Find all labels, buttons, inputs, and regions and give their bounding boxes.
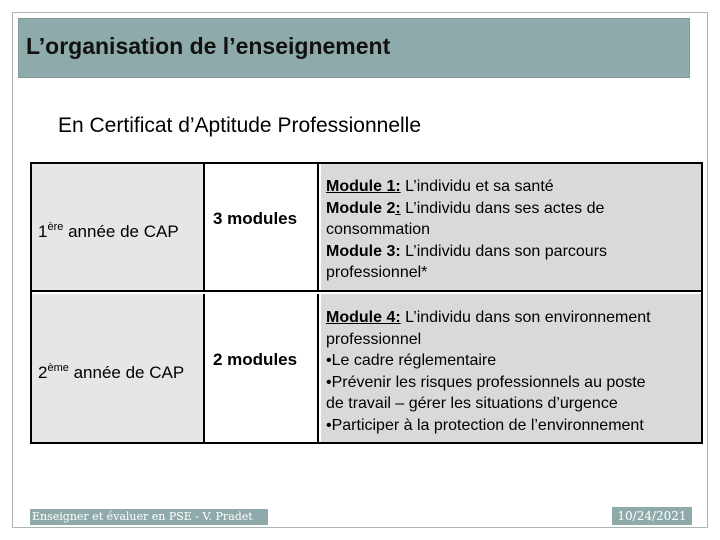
description-line: Module 2: L’individu dans ses actes de <box>326 199 605 217</box>
module-count: 2 modules <box>213 350 298 369</box>
description-line: Module 4: L’individu dans son environnement <box>326 309 651 326</box>
module-label: Module 1: <box>326 178 401 195</box>
description-line: •Le cadre réglementaire <box>326 352 497 369</box>
module-label: Module 2: <box>326 199 401 217</box>
year-label <box>38 362 184 383</box>
description-line: •Prévenir les risques professionnels au poste <box>326 373 646 391</box>
slide-subtitle: En Certificat d’Aptitude Professionnelle <box>58 114 422 137</box>
module-description <box>326 176 698 284</box>
description-line: Module 1: L’individu et sa santé <box>326 178 554 195</box>
year-ordinal: ème <box>47 362 69 374</box>
module-count-cell <box>207 164 319 290</box>
module-description-cell <box>321 294 701 442</box>
module-count-cell <box>207 294 319 442</box>
description-line: professionnel <box>326 330 422 348</box>
year-label <box>38 221 179 242</box>
module-count: 3 modules <box>213 209 298 228</box>
slide-title: L’organisation de l’enseignement <box>26 33 391 59</box>
module-description <box>326 307 698 436</box>
description-line: Module 3: L’individu dans son parcours <box>326 242 608 260</box>
description-line: •Participer à la protection de l’environnement <box>326 416 644 434</box>
year-number: 2 <box>38 363 48 382</box>
description-line: de travail – gérer les situations d’urgence <box>326 395 618 412</box>
year-ordinal: ère <box>47 221 64 233</box>
year-text: année de CAP <box>63 222 179 241</box>
year-cell <box>32 164 205 290</box>
table-row <box>32 294 701 442</box>
module-label: Module 3: <box>326 242 401 260</box>
description-line: consommation <box>326 221 431 238</box>
module-label: Module 4: <box>326 309 401 326</box>
year-number: 1 <box>38 222 48 241</box>
description-line: professionnel* <box>326 264 428 281</box>
year-cell <box>32 294 205 442</box>
year-text: année de CAP <box>68 363 185 382</box>
module-description-cell <box>321 164 701 290</box>
footer-date: 10/24/2021 <box>612 507 692 525</box>
table-row <box>32 164 701 292</box>
cap-organisation-table <box>30 162 703 444</box>
footer-author: Enseigner et évaluer en PSE - V. Pradet <box>30 509 268 525</box>
